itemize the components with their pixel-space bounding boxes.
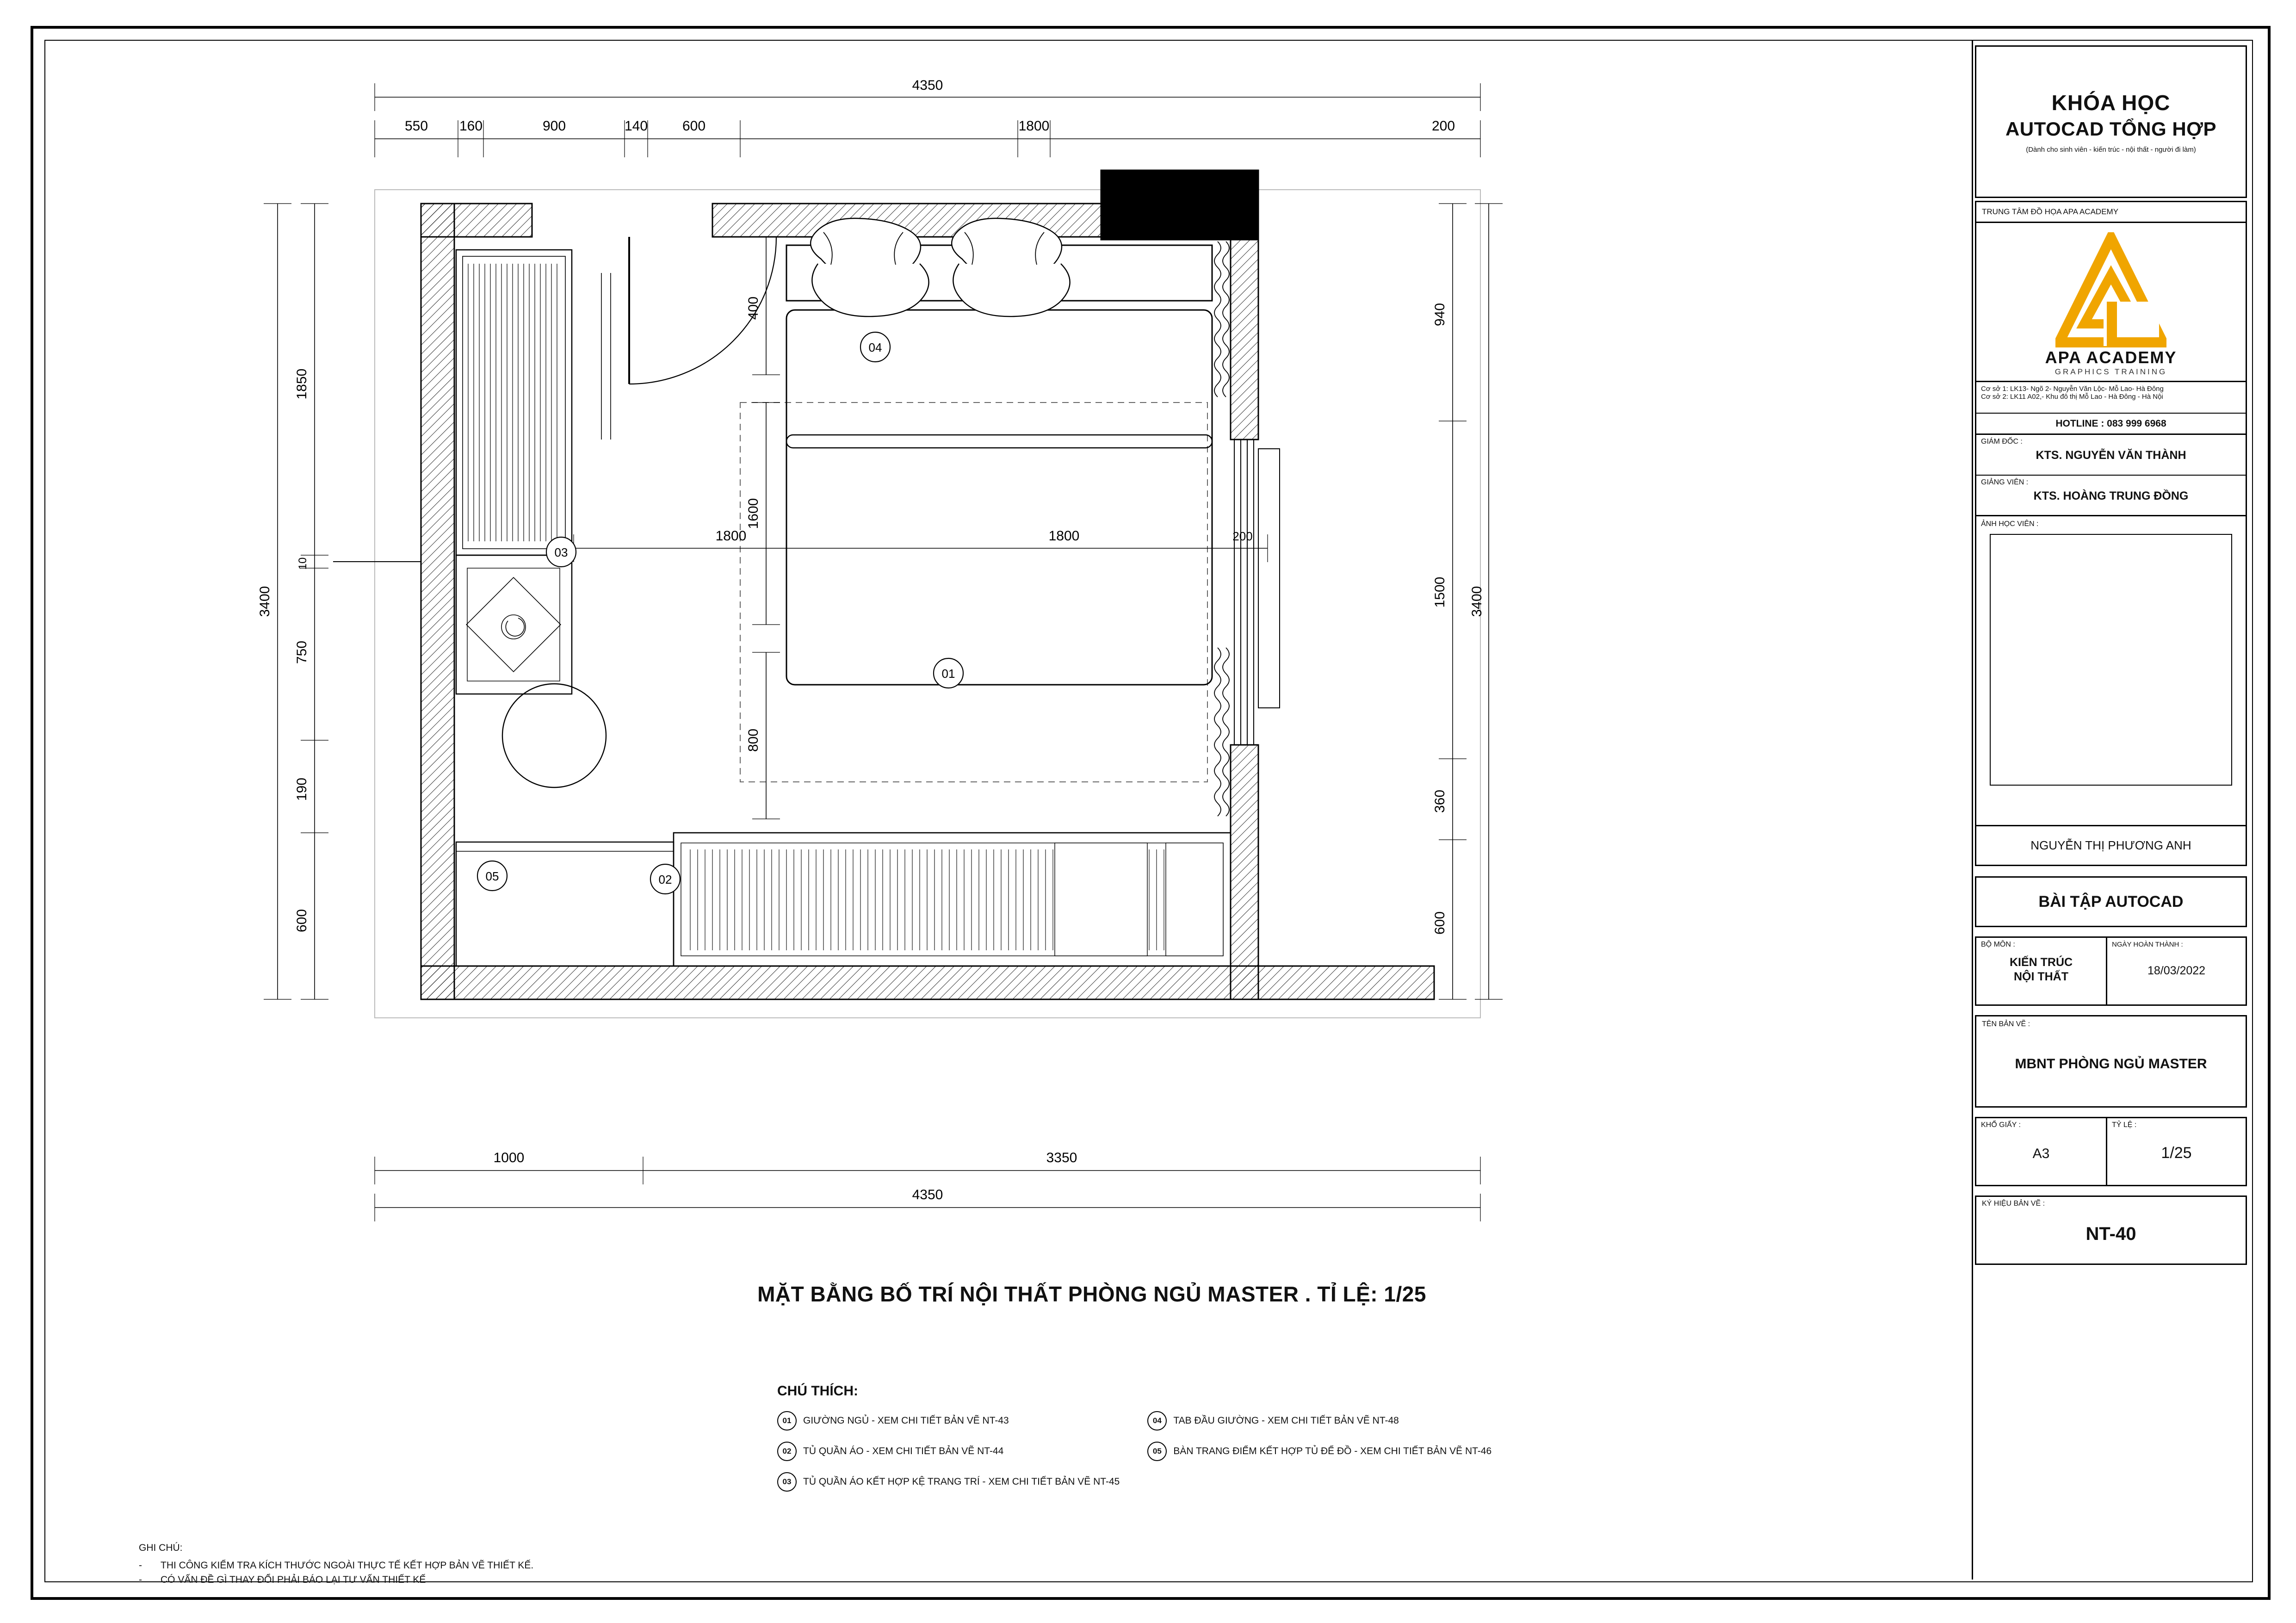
director-row — [1975, 435, 2247, 476]
legend-item-01 — [777, 1411, 1120, 1431]
dim-left-5: 600 — [294, 909, 309, 933]
student-name: NGUYỄN THỊ PHƯƠNG ANH — [2030, 838, 2191, 852]
course-subtitle: (Dành cho sinh viên - kiến trúc - nội thất - người đi làm) — [2026, 145, 2196, 154]
scale-label: TỶ LỆ : — [2112, 1121, 2137, 1129]
scale-value: 1/25 — [2161, 1144, 2192, 1162]
logo-subtitle: GRAPHICS TRAINING — [2055, 367, 2167, 376]
dim-int-1600: 1600 — [746, 498, 761, 529]
dim-right-3: 360 — [1432, 789, 1448, 813]
callout-04: 04 — [868, 341, 882, 354]
hotline-row — [1975, 414, 2247, 435]
legend-item-03 — [777, 1472, 1120, 1492]
dim-int-1800b: 1800 — [1048, 528, 1080, 544]
floor-plan-svg — [56, 51, 1962, 1568]
dim-top-7: 200 — [1431, 118, 1455, 134]
subject-cell — [1976, 938, 2107, 1004]
notes-line-2: CÓ VẤN ĐỀ GÌ THAY ĐỔI PHẢI BÁO LẠI TƯ VẤN THIẾT KẾ — [161, 1574, 426, 1585]
legend-text-05: BÀN TRANG ĐIỂM KẾT HỢP TỦ ĐỂ ĐỒ - XEM CHI TIẾT BẢN VẼ NT-46 — [1173, 1446, 1492, 1456]
legend-text-01: GIƯỜNG NGỦ - XEM CHI TIẾT BẢN VẼ NT-43 — [803, 1415, 1009, 1426]
center-label-row — [1975, 201, 2247, 223]
dim-int-400: 400 — [746, 296, 761, 320]
course-header — [1975, 45, 2247, 198]
scale-cell — [2107, 1118, 2246, 1185]
dim-left-2: 10 — [297, 557, 309, 570]
legend-tag-02: 02 — [777, 1442, 797, 1461]
dim-top-3: 900 — [542, 118, 566, 134]
teacher-row — [1975, 476, 2247, 516]
drawing-name: MBNT PHÒNG NGỦ MASTER — [2015, 1056, 2207, 1072]
assignment-row — [1975, 876, 2247, 927]
dim-left-total: 3400 — [257, 586, 272, 617]
dim-top-5: 600 — [682, 118, 706, 134]
code-label: KÝ HIỆU BẢN VẼ : — [1982, 1200, 2045, 1208]
dim-top-4: 140 — [624, 118, 648, 134]
hotline: HOTLINE : 083 999 6968 — [2055, 418, 2166, 429]
callout-05: 05 — [485, 869, 499, 883]
dim-right-1: 940 — [1432, 303, 1448, 327]
dim-top-1: 550 — [404, 118, 428, 134]
subject-date-row — [1975, 936, 2247, 1006]
paper-label: KHỔ GIẤY : — [1981, 1121, 2021, 1129]
paper-value: A3 — [2032, 1146, 2050, 1161]
notes-heading: GHI CHÚ: — [139, 1542, 183, 1553]
legend-item-05 — [1147, 1442, 1491, 1461]
dim-bottom-1: 1000 — [493, 1150, 525, 1165]
dim-bottom-2: 3350 — [1046, 1150, 1077, 1165]
course-title-line1: KHÓA HỌC — [2051, 90, 2171, 115]
dim-left-1: 1850 — [294, 368, 309, 400]
date-value: 18/03/2022 — [2147, 964, 2206, 977]
dim-top-total: 4350 — [912, 78, 943, 93]
subject-label: BỘ MÔN : — [1981, 941, 2015, 948]
subject-line-2: NỘI THẤT — [2013, 970, 2069, 984]
dim-int-1800a: 1800 — [715, 528, 747, 544]
student-photo-placeholder — [1990, 534, 2232, 786]
assignment-title: BÀI TẬP AUTOCAD — [2038, 892, 2184, 911]
legend-item-04 — [1147, 1411, 1491, 1431]
course-title-line2: AUTOCAD TỔNG HỢP — [2005, 118, 2217, 140]
callout-03: 03 — [554, 545, 568, 559]
floor-plan-drawing — [56, 51, 1962, 1585]
address-line-2: Cơ sở 2: LK11 A02,- Khu đô thị Mỗ Lao - Hà Đông - Hà Nội — [1981, 393, 2163, 401]
address-line-1: Cơ sở 1: LK13- Ngõ 2- Nguyễn Văn Lộc- Mỗ Lao- Hà Đông — [1981, 385, 2164, 393]
date-label: NGÀY HOÀN THÀNH : — [2112, 941, 2183, 948]
legend-tag-01: 01 — [777, 1411, 797, 1431]
logo-area — [1975, 223, 2247, 382]
student-photo-row — [1975, 516, 2247, 826]
dim-int-800: 800 — [746, 728, 761, 752]
legend-heading: CHÚ THÍCH: — [777, 1383, 858, 1399]
callout-02: 02 — [658, 873, 672, 886]
legend-column-1 — [777, 1411, 1120, 1492]
teacher-name: KTS. HOÀNG TRUNG ĐỒNG — [2033, 489, 2189, 502]
drawing-name-label: TÊN BẢN VẼ : — [1982, 1020, 2030, 1028]
dim-int-200: 200 — [1232, 529, 1253, 543]
drawing-code-row — [1975, 1196, 2247, 1265]
legend-item-02 — [777, 1442, 1120, 1461]
address-block — [1975, 382, 2247, 414]
director-name: KTS. NGUYỄN VĂN THÀNH — [2036, 449, 2186, 462]
legend — [777, 1383, 1888, 1492]
callout-01: 01 — [941, 667, 955, 681]
dim-top-2: 160 — [459, 118, 483, 134]
legend-tag-05: 05 — [1147, 1442, 1167, 1461]
paper-scale-row — [1975, 1117, 2247, 1186]
notes-line-1: THI CÔNG KIỂM TRA KÍCH THƯỚC NGOÀI THỰC TẾ KẾT HỢP BẢN VẼ THIẾT KẾ. — [161, 1560, 534, 1571]
general-notes — [139, 1541, 533, 1587]
legend-tag-04: 04 — [1147, 1411, 1167, 1431]
dim-bottom-total: 4350 — [912, 1187, 943, 1202]
center-label: TRUNG TÂM ĐỒ HỌA APA ACADEMY — [1982, 207, 2119, 216]
legend-text-03: TỦ QUẦN ÁO KẾT HỢP KỆ TRANG TRÍ - XEM CHI TIẾT BẢN VẼ NT-45 — [803, 1476, 1120, 1487]
legend-column-2 — [1147, 1411, 1491, 1492]
subject-line-1: KIẾN TRÚC — [2009, 956, 2073, 969]
legend-text-02: TỦ QUẦN ÁO - XEM CHI TIẾT BẢN VẼ NT-44 — [803, 1446, 1004, 1456]
code-value: NT-40 — [2086, 1224, 2136, 1244]
dim-right-2: 1500 — [1432, 576, 1448, 608]
dim-right-total: 3400 — [1469, 586, 1485, 617]
drawing-name-row — [1975, 1015, 2247, 1108]
legend-tag-03: 03 — [777, 1472, 797, 1492]
teacher-label: GIẢNG VIÊN : — [1981, 478, 2029, 486]
apa-logo-icon — [2055, 232, 2166, 348]
dim-top-6: 1800 — [1018, 118, 1050, 134]
director-label: GIÁM ĐỐC : — [1981, 438, 2023, 446]
dim-left-4: 190 — [294, 777, 309, 801]
notes-dash-1: - — [139, 1560, 142, 1571]
paper-cell — [1976, 1118, 2107, 1185]
legend-text-04: TAB ĐẦU GIƯỜNG - XEM CHI TIẾT BẢN VẼ NT-48 — [1173, 1415, 1399, 1426]
notes-dash-2: - — [139, 1574, 142, 1585]
dim-left-3: 750 — [294, 640, 309, 664]
plan-title: MẶT BẰNG BỐ TRÍ NỘI THẤT PHÒNG NGỦ MASTER . TỈ LỆ: 1/25 — [757, 1282, 1426, 1306]
date-cell — [2107, 938, 2246, 1004]
dim-right-4: 600 — [1432, 911, 1448, 935]
logo-name: APA ACADEMY — [2045, 348, 2177, 367]
photo-label: ẢNH HỌC VIÊN : — [1981, 520, 2039, 528]
student-name-row — [1975, 826, 2247, 866]
title-block — [1972, 41, 2249, 1580]
